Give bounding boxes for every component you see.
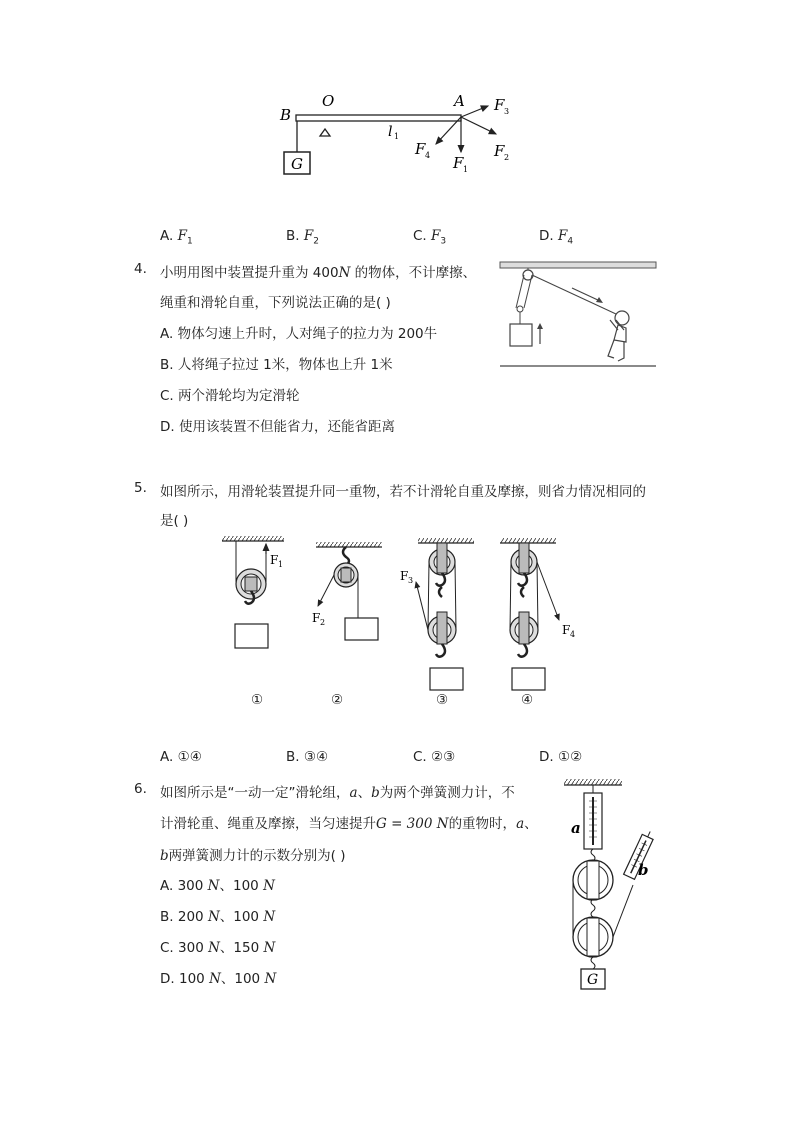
- option-value: 100: [233, 909, 260, 925]
- label-G: G: [587, 972, 599, 988]
- option-text: ①④: [177, 749, 202, 765]
- q6-option-d[interactable]: [160, 967, 276, 987]
- stem-var: a: [516, 816, 525, 832]
- label-F1: F: [453, 154, 464, 172]
- label-F1: F: [270, 553, 279, 567]
- pulley-setup-4: [500, 538, 559, 690]
- q3-option-c[interactable]: [413, 228, 446, 247]
- stem-unit: N: [338, 265, 351, 281]
- option-text: ②③: [431, 749, 456, 765]
- option-letter: D.: [539, 228, 554, 244]
- arrow-F3: [461, 106, 488, 117]
- q5-stem-line1: 如图所示，用滑轮装置提升同一重物，若不计滑轮自重及摩擦，则省力情况相同的: [160, 484, 646, 500]
- label-B: B: [280, 106, 292, 124]
- option-symbol: F: [557, 228, 568, 244]
- label-F2: F: [494, 142, 505, 160]
- option-symbol: F: [177, 228, 187, 244]
- pulley-icon: [517, 306, 523, 312]
- option-value: 100: [234, 971, 261, 987]
- label-F2-sub: 2: [504, 153, 510, 162]
- stem-text: 如图所示是“一动一定”滑轮组，: [160, 785, 350, 801]
- q4-option-c[interactable]: C. 两个滑轮均为定滑轮: [160, 388, 300, 404]
- option-sep: 、: [220, 971, 235, 987]
- label-F4: F: [415, 140, 426, 158]
- option-value: 100: [232, 878, 259, 894]
- q5-option-b[interactable]: [286, 749, 328, 765]
- q5-caption-2: ②: [331, 692, 344, 708]
- q5-number: 5.: [134, 480, 147, 496]
- lever-figure: [270, 86, 530, 186]
- label-A: A: [454, 92, 465, 110]
- q4-option-a[interactable]: A. 物体匀速上升时，人对绳子的拉力为 200牛: [160, 326, 438, 342]
- option-letter: C.: [413, 228, 427, 244]
- option-unit: N: [264, 971, 277, 987]
- q5-stem-line2: 是( ): [160, 513, 189, 529]
- label-F2-sub: 2: [320, 618, 326, 627]
- label-F2: F: [312, 611, 321, 625]
- ceiling-beam: [500, 262, 656, 268]
- option-value: 100: [178, 971, 205, 987]
- q6-number: 6.: [134, 781, 147, 797]
- stem-text: 两弹簧测力计的示数分别为( ): [168, 848, 346, 864]
- q6-option-b[interactable]: [160, 905, 275, 925]
- option-letter: A.: [160, 878, 174, 894]
- rope: [516, 275, 524, 308]
- q5-option-c[interactable]: [413, 749, 455, 765]
- stem-text: 计滑轮重、绳重及摩擦，当匀速提升: [160, 816, 376, 832]
- option-value: 200: [177, 909, 204, 925]
- label-F4-sub: 4: [425, 151, 431, 160]
- option-text: ③④: [303, 749, 329, 765]
- q5-caption-4: ④: [521, 692, 534, 708]
- option-unit: N: [263, 940, 276, 956]
- arrow-pull-icon: [572, 288, 600, 301]
- option-symbol: F: [303, 228, 314, 244]
- pulley-setup-2: [316, 542, 382, 640]
- option-letter: D.: [539, 749, 554, 765]
- q6-stem-line3: [160, 844, 345, 864]
- label-F4-sub: 4: [570, 630, 576, 639]
- label-a: a: [571, 819, 581, 837]
- stem-var: b: [160, 848, 169, 864]
- lever-bar: [296, 115, 461, 121]
- q5-option-d[interactable]: [539, 749, 582, 765]
- option-symbol: F: [431, 228, 441, 244]
- option-letter: A.: [160, 228, 174, 244]
- stem-text: 的物体，不计摩擦、: [350, 265, 477, 281]
- q6-figure: [558, 775, 668, 993]
- stem-var: a: [349, 785, 358, 801]
- pulley-setup-3: [416, 538, 474, 690]
- label-l1: l: [388, 124, 393, 140]
- weight-box: [510, 324, 532, 346]
- option-value: 150: [233, 940, 260, 956]
- option-sep: 、: [219, 909, 234, 925]
- option-value: 300: [177, 878, 204, 894]
- stem-text: 为两个弹簧测力计，不: [379, 785, 515, 801]
- q6-stem-line1: [160, 781, 515, 801]
- q5-caption-3: ③: [436, 692, 449, 708]
- option-letter: B.: [286, 228, 300, 244]
- option-letter: A.: [160, 749, 174, 765]
- q4-stem-line2: 绳重和滑轮自重，下列说法正确的是( ): [160, 295, 391, 311]
- label-O: O: [322, 92, 335, 110]
- label-l1-sub: 1: [394, 132, 400, 141]
- q5-option-a[interactable]: [160, 749, 202, 765]
- label-F1-sub: 1: [278, 560, 284, 569]
- option-letter: B.: [160, 909, 174, 925]
- q5-caption-1: ①: [251, 692, 264, 708]
- q4-stem-line1: [160, 261, 476, 281]
- label-F3: F: [494, 96, 505, 114]
- person-icon: [608, 311, 629, 361]
- q3-option-a[interactable]: [160, 228, 193, 247]
- stem-text: 、: [357, 785, 372, 801]
- label-F3-sub: 3: [504, 107, 510, 116]
- option-text: ①②: [557, 749, 583, 765]
- option-unit: N: [263, 909, 276, 925]
- stem-text: 的重物时，: [448, 816, 517, 832]
- option-unit: N: [207, 909, 220, 925]
- q4-option-b[interactable]: B. 人将绳子拉过 1米，物体也上升 1米: [160, 357, 393, 373]
- q4-figure: [496, 258, 661, 370]
- option-sep: 、: [219, 878, 233, 894]
- q6-stem-line2: [160, 812, 538, 832]
- option-value: 300: [178, 940, 204, 956]
- option-letter: C.: [413, 749, 427, 765]
- option-letter: D.: [160, 971, 175, 987]
- label-G: G: [291, 155, 303, 173]
- option-sep: 、: [219, 940, 234, 956]
- q4-number: 4.: [134, 261, 147, 277]
- label-F1-sub: 1: [463, 165, 469, 174]
- label-F4: F: [562, 623, 571, 637]
- label-b: b: [638, 861, 649, 879]
- option-unit: N: [209, 971, 221, 987]
- q3-option-b[interactable]: [286, 228, 319, 247]
- option-letter: B.: [286, 749, 300, 765]
- option-unit: N: [207, 878, 220, 894]
- q6-option-a[interactable]: [160, 874, 275, 894]
- option-letter: C.: [160, 940, 174, 956]
- q6-option-c[interactable]: [160, 936, 275, 956]
- fulcrum: [320, 129, 330, 136]
- stem-text: 、: [524, 816, 538, 832]
- option-sub: 2: [313, 236, 319, 247]
- label-F3: F: [400, 569, 409, 583]
- label-F3-sub: 3: [408, 576, 414, 585]
- stem-text: 小明用图中装置提升重为 400: [160, 265, 339, 281]
- stem-eq: G = 300 N: [376, 816, 449, 832]
- option-unit: N: [263, 878, 275, 894]
- rope: [532, 275, 616, 314]
- option-sub: 3: [440, 236, 447, 247]
- arrow-F2: [461, 117, 496, 134]
- q4-option-d[interactable]: D. 使用该装置不但能省力，还能省距离: [160, 419, 395, 435]
- q5-figure: [212, 532, 592, 712]
- stem-var: b: [371, 785, 380, 801]
- option-sub: 1: [186, 236, 193, 247]
- option-unit: N: [208, 940, 220, 956]
- option-sub: 4: [567, 236, 574, 247]
- q3-option-d[interactable]: [539, 228, 573, 247]
